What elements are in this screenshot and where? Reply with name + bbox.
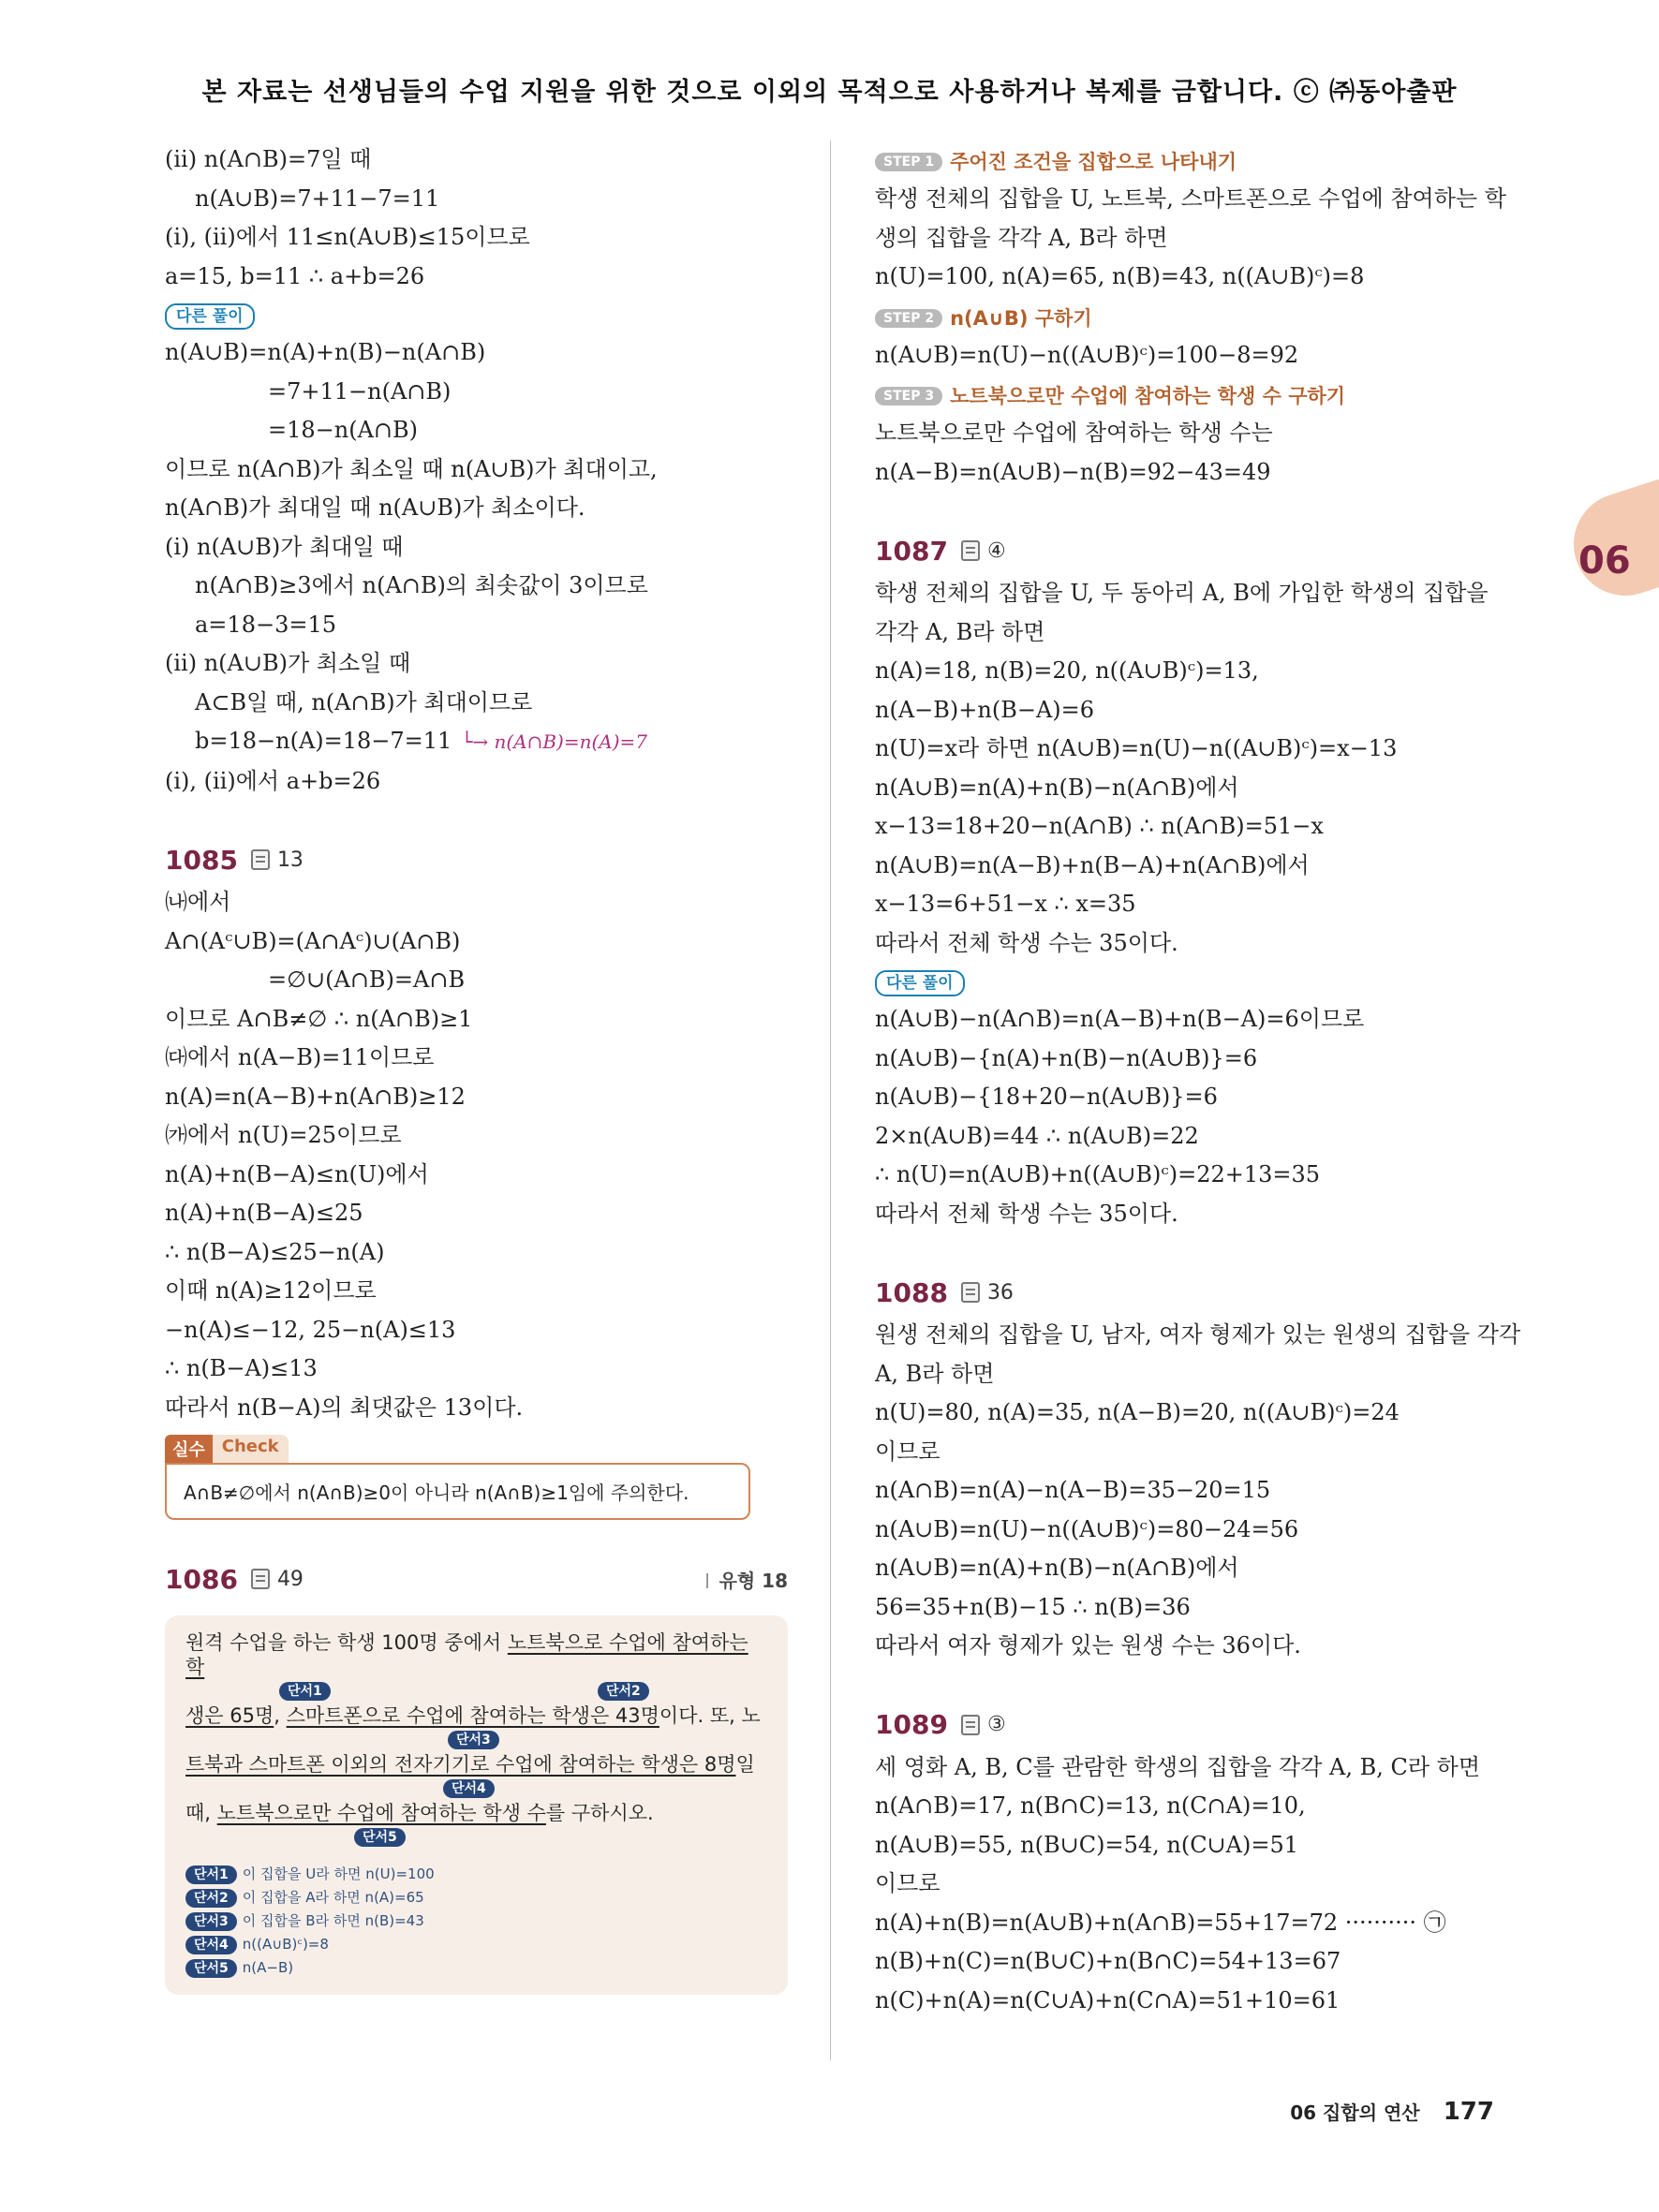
text-line: =18−n(A∩B) [268,417,419,443]
problem-header-1088 [875,1269,1498,1316]
text-line: 세 영화 A, B, C를 관람한 학생의 집합을 각각 A, B, C라 하면 [875,1753,1481,1780]
text-line: n(A∪B)=n(A)+n(B)−n(A∩B)에서 [875,774,1239,801]
text-line: (ⅰ), (ⅱ)에서 11≤n(A∪B)≤15이므로 [165,224,530,250]
answer-value: ③ [986,1713,1006,1736]
text-line: ㈐에서 n(A−B)=11이므로 [165,1044,435,1070]
text-line: n(U)=100, n(A)=65, n(B)=43, n((A∪B)ᶜ)=8 [875,263,1365,289]
cue-badge: 단서3 [185,1912,237,1931]
text-line: 이므로 [875,1438,941,1465]
problem-number: 1085 [165,844,238,876]
text-line: n(A∪B)−{18+20−n(A∪B)}=6 [875,1084,1218,1110]
answer-icon [251,849,270,870]
cue-badge: 단서2 [598,1682,649,1701]
cue-legend-item [185,1886,765,1910]
text-line: 노트북으로만 수업에 참여하는 학생 수는 [875,420,1273,446]
problem-line [185,1630,765,1679]
cue-badge: 단서3 [448,1731,499,1749]
answer-value: 13 [276,848,304,872]
answer-value: 36 [986,1280,1014,1305]
cue-text: n(A−B) [242,1959,294,1976]
problem-text: 를 구하시오. [545,1802,654,1824]
problem-header-1085 [165,836,788,883]
text-line: 따라서 여자 형제가 있는 원생 수는 36이다. [875,1632,1301,1659]
text-line: n(A∪B)=7+11−7=11 [195,184,440,212]
text-line: n(A∪B)=n(U)−n((A∪B)ᶜ)=80−24=56 [875,1515,1299,1542]
problem-text-underlined: 노트북으로만 수업에 참여하는 학생 수 [216,1802,546,1824]
problem-line [185,1752,765,1777]
text-line: a=18−3=15 [195,611,336,638]
text-line: 이므로 n(A∩B)가 최소일 때 n(A∪B)가 최대이고, [165,455,658,482]
problem-text: 때, [185,1802,217,1824]
text-line: 생의 집합을 각각 A, B라 하면 [875,224,1168,251]
text-line: 각각 A, B라 하면 [875,618,1045,645]
step-heading [875,301,1498,336]
cue-row [185,1825,765,1850]
step-title: n(A∪B) 구하기 [950,306,1092,330]
mistake-check-box: A∩B≠∅에서 n(A∩B)≥0이 아니라 n(A∩B)≥1임에 주의한다. [165,1463,750,1520]
problem-line [185,1801,765,1825]
problem-text: , [274,1704,287,1727]
text-line: 이때 n(A)≥12이므로 [165,1277,377,1304]
check-label: Check [213,1435,289,1463]
problem-statement-box [165,1615,788,1995]
cue-text: 이 집합을 U라 하면 n(U)=100 [242,1865,435,1882]
problem-number: 1088 [875,1276,948,1308]
equation: b=18−n(A)=18−7=11 [195,728,452,754]
answer-icon [251,1569,270,1589]
text-line: A, B라 하면 [875,1360,995,1387]
problem-header-1086 [165,1556,788,1602]
text-line: n(B)+n(C)=n(B∪C)+n(B∩C)=54+13=67 [875,1948,1341,1974]
text-line: ㈏에서 [165,889,231,915]
text-line: (ⅰ), (ⅱ)에서 a+b=26 [165,767,381,794]
problem-text: 일 [735,1753,755,1776]
right-column [875,140,1521,2020]
page-number: 177 [1443,2098,1494,2126]
step-heading [875,378,1498,414]
footer-section: 06 집합의 연산 [1290,2101,1420,2124]
problem-text: 이다. 또, 노 [659,1704,761,1727]
text-line: n(A)+n(B−A)≤n(U)에서 [165,1160,429,1187]
text-line: 2×n(A∪B)=44 ∴ n(A∪B)=22 [875,1122,1199,1149]
text-line: n(A∪B)−n(A∩B)=n(A−B)+n(B−A)=6이므로 [875,1006,1365,1032]
cue-text: 이 집합을 B라 하면 n(B)=43 [242,1912,424,1929]
problem-header-1089 [875,1702,1498,1748]
problem-header-1087 [875,527,1498,574]
answer-icon [961,1715,980,1735]
problem-text-underlined: 트북과 스마트폰 이외의 전자기기로 수업에 참여하는 학생은 8명 [185,1753,736,1776]
problem-number: 1087 [875,535,948,567]
problem-line [185,1703,765,1728]
text-line: x−13=18+20−n(A∩B) ∴ n(A∩B)=51−x [875,813,1324,839]
text-line: 이므로 A∩B≠∅ ∴ n(A∩B)≥1 [165,1005,473,1032]
cue-badge: 단서4 [443,1779,495,1798]
text-line: 이므로 [875,1870,941,1896]
text-line: ∴ n(B−A)≤13 [165,1355,318,1381]
text-line: −n(A)≤−12, 25−n(A)≤13 [165,1316,456,1343]
text-line: 학생 전체의 집합을 U, 두 동아리 A, B에 가입한 학생의 집합을 [875,580,1489,606]
text-line: n(A∩B)가 최대일 때 n(A∪B)가 최소이다. [165,494,585,521]
step-heading [875,144,1498,180]
cue-legend-item [185,1863,765,1886]
text-line: 따라서 전체 학생 수는 35이다. [875,1200,1178,1227]
cue-legend-item [185,1933,765,1956]
text-line: n(A)+n(B−A)≤25 [165,1200,363,1226]
problem-text-underlined: 생은 65명 [185,1704,274,1727]
cue-badge: 단서2 [185,1889,237,1908]
text-line: 따라서 n(B−A)의 최댓값은 13이다. [165,1394,524,1421]
step-pill: STEP 2 [875,309,942,328]
text-line: n(A−B)=n(A∪B)−n(B)=92−43=49 [875,458,1271,485]
answer-icon [961,1282,980,1303]
cue-legend [185,1863,765,1980]
text-line: 원생 전체의 집합을 U, 남자, 여자 형제가 있는 원생의 집합을 각각 [875,1321,1521,1348]
problem-number: 1089 [875,1709,948,1740]
cue-legend-item [185,1956,765,1980]
text-line: n(A∪B)=n(A)+n(B)−n(A∩B) [165,339,486,365]
text-line: ㈎에서 n(U)=25이므로 [165,1122,402,1148]
annotation-note: └→ n(A∩B)=n(A)=7 [461,730,648,753]
text-line: n(A)+n(B)=n(A∪B)+n(A∩B)=55+17=72 ·········· ㉠ [875,1909,1446,1936]
text-line: =7+11−n(A∩B) [268,377,452,405]
step-pill: STEP 1 [875,153,942,171]
text-line: (ⅱ) n(A∩B)=7일 때 [165,146,372,172]
text-line: n(A∩B)≥3에서 n(A∩B)의 최솟값이 3이므로 [195,572,648,598]
cue-row [185,1679,765,1703]
alt-solution-badge: 다른 풀이 [165,303,255,330]
text-line: A∩(Aᶜ∪B)=(A∩Aᶜ)∪(A∩B) [165,927,461,954]
step-pill: STEP 3 [875,387,942,406]
mistake-label: 실수 [165,1435,213,1463]
text-line: 따라서 전체 학생 수는 35이다. [875,929,1178,956]
column-divider [830,140,831,2060]
text-line: n(A∪B)=n(A)+n(B)−n(A∩B)에서 [875,1555,1239,1581]
answer-value: ④ [986,538,1006,563]
text-line: =∅∪(A∩B)=A∩B [268,966,466,993]
text-line: x−13=6+51−x ∴ x=35 [875,891,1136,917]
text-line: n(A∩B)=17, n(B∩C)=13, n(C∩A)=10, [875,1792,1306,1819]
cue-badge: 단서5 [354,1828,406,1847]
text-line [165,722,788,762]
problem-text: 원격 수업을 하는 학생 100명 중에서 [185,1631,508,1654]
answer-value: 49 [276,1567,304,1591]
cue-badge: 단서4 [185,1936,237,1954]
copyright-notice: 본 자료는 선생님들의 수업 지원을 위한 것으로 이외의 목적으로 사용하거나 복제를 금합니다. ⓒ ㈜동아출판 [201,78,1458,107]
text-line: ∴ n(U)=n(A∪B)+n((A∪B)ᶜ)=22+13=35 [875,1161,1321,1187]
problem-text-underlined: 스마트폰으로 수업에 참여하는 학생은 43명 [286,1704,659,1727]
cue-text: 이 집합을 A라 하면 n(A)=65 [242,1889,424,1906]
text-line: n(A)=n(A−B)+n(A∩B)≥12 [165,1083,466,1110]
chapter-number: 06 [1578,539,1631,582]
page-footer [1290,2098,1494,2126]
problem-text-underlined: 노트북으로 수업에 참여하는 학 [185,1631,748,1678]
text-line: n(A∪B)−{n(A)+n(B)−n(A∪B)}=6 [875,1044,1258,1071]
step-title: 노트북으로만 수업에 참여하는 학생 수 구하기 [950,385,1346,407]
text-line: n(A∪B)=n(U)−n((A∪B)ᶜ)=100−8=92 [875,341,1299,368]
text-line: 56=35+n(B)−15 ∴ n(B)=36 [875,1593,1191,1620]
text-line: (ⅱ) n(A∪B)가 최소일 때 [165,650,411,676]
text-line: n(A)=18, n(B)=20, n((A∪B)ᶜ)=13, [875,657,1259,684]
cue-row [185,1728,765,1752]
cue-row [185,1777,765,1801]
cue-legend-item [185,1910,765,1933]
text-line: n(U)=x라 하면 n(A∪B)=n(U)−n((A∪B)ᶜ)=x−13 [875,735,1398,761]
text-line: 학생 전체의 집합을 U, 노트북, 스마트폰으로 수업에 참여하는 학 [875,185,1506,212]
text-line: a=15, b=11 ∴ a+b=26 [165,262,425,289]
text-line: A⊂B일 때, n(A∩B)가 최대이므로 [195,688,533,715]
text-line: (ⅰ) n(A∪B)가 최대일 때 [165,533,404,560]
problem-type-tag: 유형 18 [706,1566,788,1593]
cue-badge: 단서1 [279,1682,331,1701]
step-title: 주어진 조건을 집합으로 나타내기 [950,151,1237,173]
alt-solution-badge: 다른 풀이 [875,970,965,996]
cue-badge: 단서1 [185,1865,237,1884]
problem-number: 1086 [165,1563,238,1595]
text-line: n(A∪B)=n(A−B)+n(B−A)+n(A∩B)에서 [875,851,1310,878]
text-line: n(A∩B)=n(A)−n(A−B)=35−20=15 [875,1477,1271,1503]
left-column [165,140,788,1995]
text-line: n(C)+n(A)=n(C∪A)+n(C∩A)=51+10=61 [875,1986,1341,2013]
text-line: n(A∪B)=55, n(B∪C)=54, n(C∪A)=51 [875,1831,1299,1858]
mistake-check-tab [165,1435,289,1463]
cue-text: n((A∪B)ᶜ)=8 [242,1936,329,1953]
cue-badge: 단서5 [185,1959,237,1978]
answer-icon [961,540,980,561]
text-line: n(U)=80, n(A)=35, n(A−B)=20, n((A∪B)ᶜ)=24 [875,1399,1400,1425]
text-line: n(A−B)+n(B−A)=6 [875,696,1095,723]
text-line: ∴ n(B−A)≤25−n(A) [165,1238,385,1265]
